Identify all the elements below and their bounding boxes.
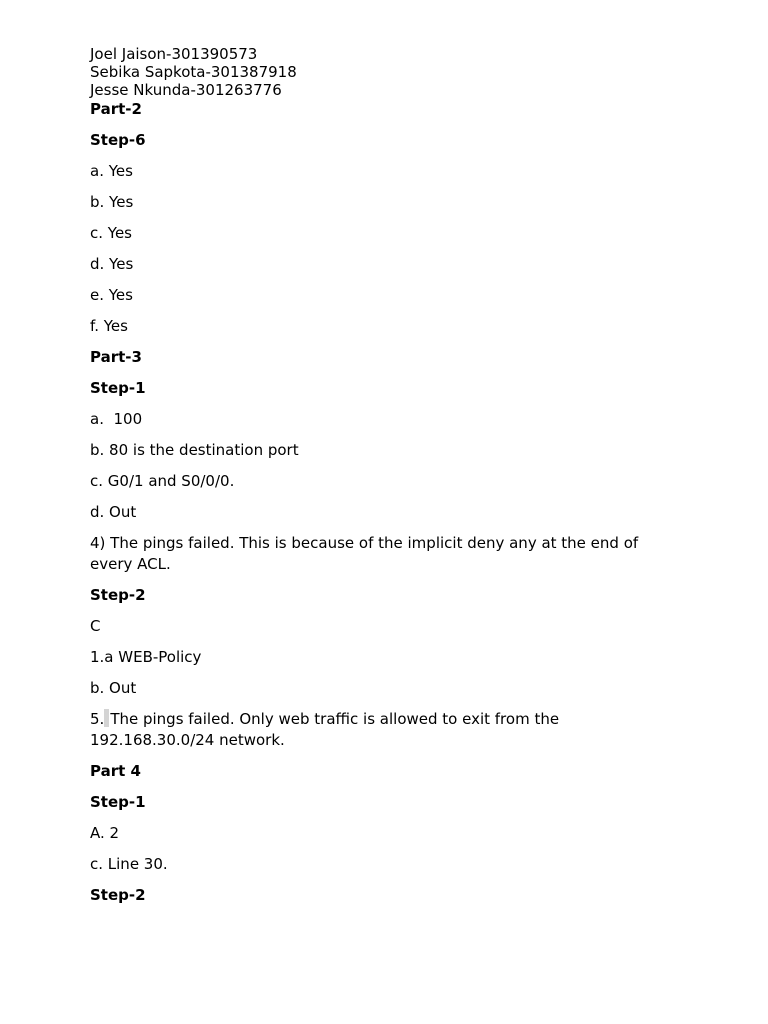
step-heading: Step-1	[90, 793, 146, 811]
document-body	[90, 99, 670, 906]
section-heading: Part 4	[90, 762, 141, 780]
step-heading: Step-2	[90, 586, 146, 604]
answer-line: a. Yes	[90, 162, 133, 180]
step-heading: Step-1	[90, 379, 146, 397]
answer-line: c. Yes	[90, 224, 132, 242]
answer-line: d. Out	[90, 503, 137, 521]
answer-line: c. Line 30.	[90, 855, 168, 873]
section-heading: Part-2	[90, 100, 142, 118]
answer-line: b. Yes	[90, 193, 134, 211]
author-line: Sebika Sapkota-301387918	[90, 63, 297, 81]
answer-line: b. 80 is the destination port	[90, 441, 299, 459]
answer-line: f. Yes	[90, 317, 128, 335]
text-cursor-highlight	[104, 709, 109, 727]
answer-line: C	[90, 617, 101, 635]
step-heading: Step-2	[90, 886, 146, 904]
answer-line: d. Yes	[90, 255, 134, 273]
author-line: Joel Jaison-301390573	[90, 45, 258, 63]
section-heading: Part-3	[90, 348, 142, 366]
step-heading: Step-6	[90, 131, 146, 149]
answer-line: c. G0/1 and S0/0/0.	[90, 472, 235, 490]
answer-prefix: 5.	[90, 710, 105, 728]
answer-line: b. Out	[90, 679, 137, 697]
answer-line: e. Yes	[90, 286, 133, 304]
author-list	[90, 45, 670, 99]
answer-text: The pings failed. Only web traffic is allowed to exit from the 192.168.30.0/24 network.	[90, 710, 560, 749]
document-page	[90, 45, 670, 906]
answer-line: a. 100	[90, 410, 143, 428]
answer-line: 1.a WEB-Policy	[90, 648, 202, 666]
author-line: Jesse Nkunda-301263776	[90, 81, 282, 99]
answer-paragraph: 4) The pings failed. This is because of the implicit deny any at the end of every ACL.	[90, 534, 639, 573]
answer-paragraph	[90, 709, 670, 751]
answer-line: A. 2	[90, 824, 120, 842]
